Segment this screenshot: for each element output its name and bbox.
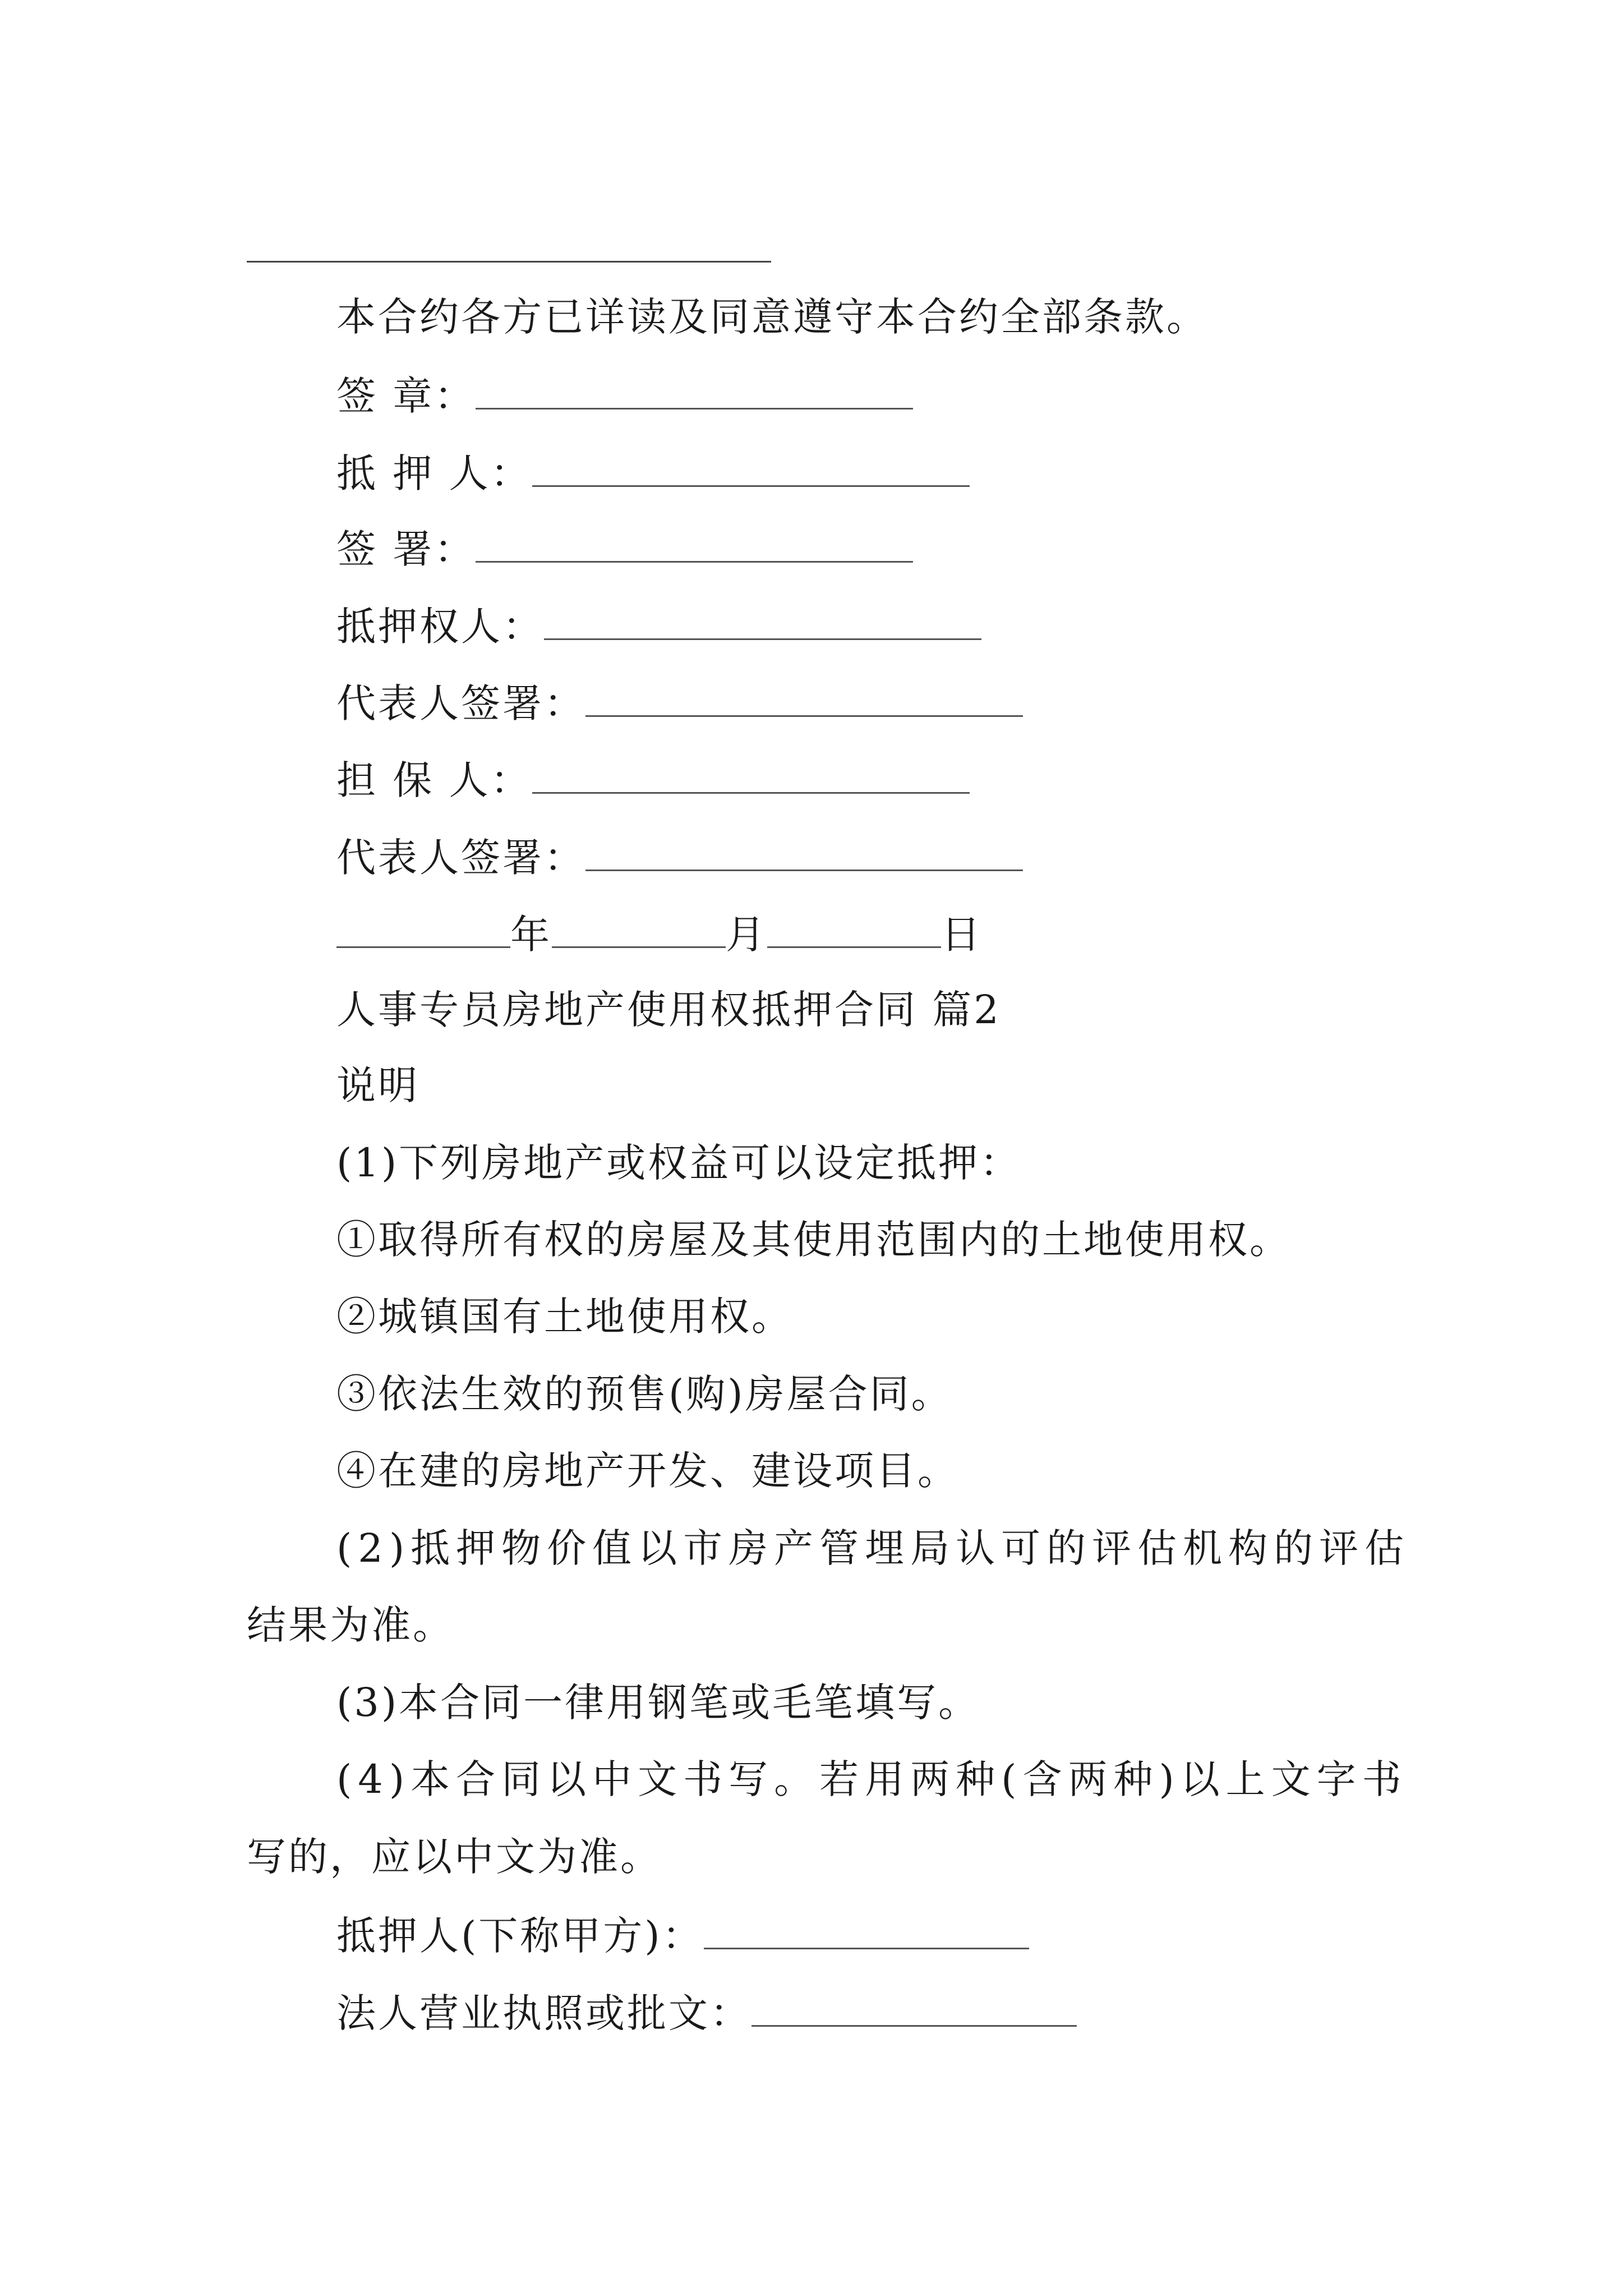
signature-field-guarantor-label: 担 保 人： (336, 757, 532, 803)
party-field-mortgagor-blank[interactable] (704, 1914, 1029, 1949)
note-4-line-2: 写的，应以中文为准。 (247, 1834, 662, 1880)
party-field-license-blank[interactable] (751, 1991, 1077, 2027)
note-1-item-2: ②城镇国有土地使用权。 (336, 1294, 793, 1340)
signature-field-rep-2-label: 代表人签署： (336, 835, 585, 881)
signature-field-mortgagee-label: 抵押权人： (336, 604, 544, 650)
party-field-license-label: 法人营业执照或批文： (336, 1990, 751, 2036)
year-blank[interactable] (336, 913, 510, 948)
signature-field-mortgagor-label: 抵 押 人： (336, 450, 532, 496)
signature-field-sign-label: 签 署： (336, 526, 476, 572)
day-label: 日 (941, 912, 983, 958)
signature-field-mortgagor (336, 450, 970, 496)
note-2-line-1: (2)抵押物价值以市房产管埋局认可的评估机构的评估 (336, 1525, 1410, 1571)
party-field-mortgagor-label: 抵押人(下称甲方)： (336, 1913, 704, 1959)
note-1: (1)下列房地产或权益可以设定抵押： (336, 1140, 1022, 1186)
top-rule (247, 261, 771, 263)
note-3: (3)本合同一律用钢笔或毛笔填写。 (336, 1680, 980, 1726)
note-1-item-3: ③依法生效的预售(购)房屋合同。 (336, 1371, 953, 1417)
party-field-license (336, 1990, 1077, 2036)
signature-field-guarantor (336, 757, 970, 803)
signature-field-seal (336, 373, 913, 419)
signature-field-rep-2-blank[interactable] (585, 836, 1023, 871)
year-label: 年 (510, 912, 552, 958)
note-1-item-1: ①取得所有权的房屋及其使用范围内的土地使用权。 (336, 1217, 1291, 1263)
signature-field-rep-1-blank[interactable] (585, 682, 1023, 717)
signature-field-sign-blank[interactable] (476, 527, 913, 563)
signature-field-seal-label: 签 章： (336, 373, 476, 419)
day-blank[interactable] (767, 913, 941, 948)
notes-heading: 说明 (336, 1062, 419, 1108)
signature-field-rep-1-label: 代表人签署： (336, 680, 585, 726)
signature-field-mortgagee-blank[interactable] (544, 605, 981, 640)
date-line (336, 912, 983, 958)
party-field-mortgagor (336, 1913, 1029, 1959)
signature-field-rep-2 (336, 835, 1023, 881)
signature-field-mortgagee (336, 604, 981, 650)
note-2-line-2: 结果为准。 (247, 1602, 454, 1648)
signature-field-sign (336, 526, 913, 572)
note-4-line-1: (4)本合同以中文书写。若用两种(含两种)以上文字书 (336, 1756, 1408, 1802)
signature-field-rep-1 (336, 680, 1023, 726)
section-title: 人事专员房地产使用权抵押合同 篇2 (336, 987, 1001, 1033)
month-blank[interactable] (552, 913, 726, 948)
note-1-item-4: ④在建的房地产开发、建设项目。 (336, 1448, 959, 1494)
signature-field-guarantor-blank[interactable] (532, 758, 970, 794)
agreement-statement: 本合约各方已详读及同意遵守本合约全部条款。 (336, 294, 1208, 340)
signature-field-seal-blank[interactable] (476, 374, 913, 409)
month-label: 月 (726, 912, 767, 958)
signature-field-mortgagor-blank[interactable] (532, 452, 970, 487)
